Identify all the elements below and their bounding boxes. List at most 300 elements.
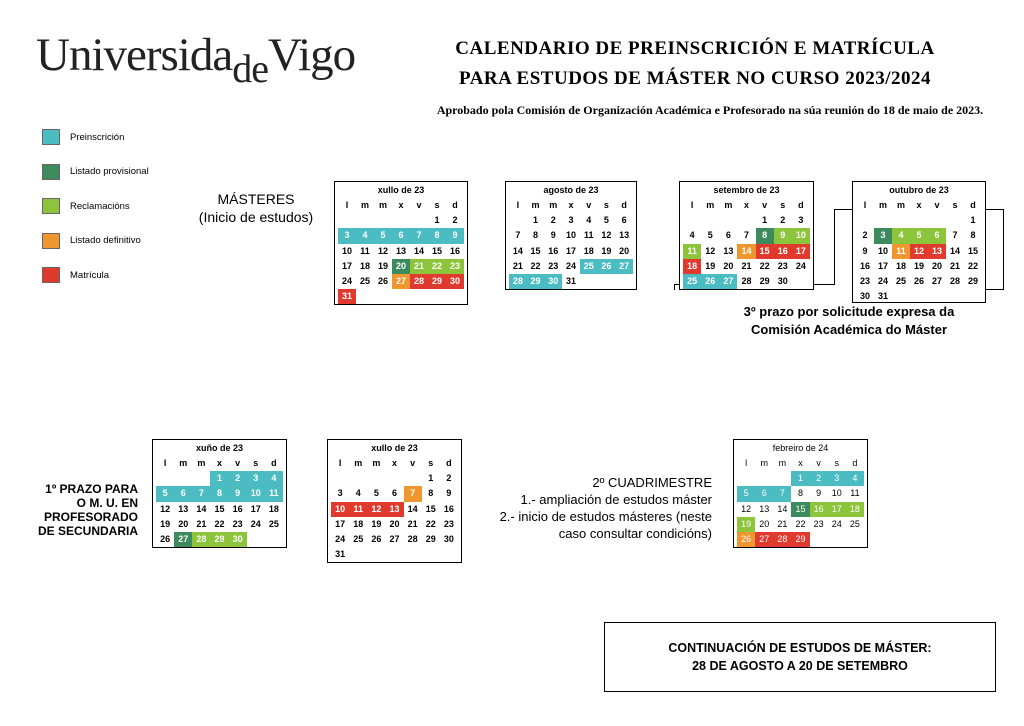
weekday-header: s bbox=[952, 200, 958, 210]
weekday-header: d bbox=[271, 458, 277, 468]
day-cell: 12 bbox=[910, 244, 928, 259]
day-cell: 14 bbox=[407, 503, 418, 514]
day-cell: 6 bbox=[725, 230, 731, 241]
day-cell: 16 bbox=[859, 260, 870, 271]
day-cell: 27 bbox=[174, 532, 192, 547]
day-cell: 6 bbox=[391, 488, 397, 499]
day-cell: 13 bbox=[178, 503, 189, 514]
day-cell: 21 bbox=[196, 518, 207, 529]
continuation-line-1: CONTINUACIÓN DE ESTUDOS DE MÁSTER: bbox=[668, 641, 932, 655]
legend-label: Preinscrición bbox=[70, 131, 125, 143]
day-cell: 22 bbox=[759, 260, 770, 271]
day-cell: 6 bbox=[755, 486, 773, 501]
day-cell: 26 bbox=[913, 275, 924, 286]
day-cell: 15 bbox=[214, 503, 225, 514]
weekday-header: l bbox=[745, 458, 748, 468]
day-cell: 6 bbox=[174, 486, 192, 501]
day-cell: 2 bbox=[446, 473, 452, 484]
day-cell: 29 bbox=[967, 275, 978, 286]
day-cell: 26 bbox=[371, 533, 382, 544]
day-cell: 11 bbox=[349, 502, 367, 517]
day-cell: 10 bbox=[792, 228, 810, 243]
day-cell: 29 bbox=[428, 274, 446, 289]
day-cell: 19 bbox=[601, 245, 612, 256]
day-cell: 23 bbox=[777, 260, 788, 271]
second-semester-note bbox=[462, 474, 712, 542]
day-cell: 14 bbox=[737, 244, 755, 259]
day-cell: 30 bbox=[443, 533, 454, 544]
day-cell: 3 bbox=[338, 228, 356, 243]
day-cell: 20 bbox=[389, 518, 400, 529]
empty-cell bbox=[856, 213, 874, 228]
day-cell: 13 bbox=[385, 502, 403, 517]
weekday-header: m bbox=[878, 200, 887, 210]
day-cell: 1 bbox=[533, 215, 539, 226]
calendar-xullo-23-b bbox=[327, 439, 462, 563]
empty-cell bbox=[192, 471, 210, 486]
day-cell: 2 bbox=[780, 215, 786, 226]
day-cell: 24 bbox=[795, 260, 806, 271]
day-cell: 28 bbox=[949, 275, 960, 286]
day-cell: 8 bbox=[756, 228, 774, 243]
day-cell: 12 bbox=[741, 503, 752, 514]
day-cell: 30 bbox=[859, 291, 870, 302]
day-cell: 13 bbox=[395, 245, 406, 256]
empty-cell bbox=[509, 213, 527, 228]
day-cell: 19 bbox=[377, 260, 388, 271]
day-cell: 12 bbox=[367, 502, 385, 517]
day-cell: 31 bbox=[565, 275, 576, 286]
day-cell: 12 bbox=[377, 245, 388, 256]
weekday-header: m bbox=[372, 458, 381, 468]
calendar-title: febreiro de 24 bbox=[772, 443, 829, 453]
day-cell: 29 bbox=[791, 532, 809, 547]
empty-cell bbox=[701, 213, 719, 228]
day-cell: 14 bbox=[413, 245, 424, 256]
weekday-header: s bbox=[603, 200, 609, 210]
weekday-header: l bbox=[338, 458, 342, 468]
page-title bbox=[400, 34, 990, 94]
day-cell: 25 bbox=[268, 518, 279, 529]
weekday-header: v bbox=[816, 458, 821, 468]
day-cell: 5 bbox=[707, 230, 713, 241]
day-cell: 8 bbox=[970, 230, 976, 241]
day-cell: 13 bbox=[759, 503, 770, 514]
weekday-header: d bbox=[452, 200, 458, 210]
day-cell: 19 bbox=[737, 517, 755, 532]
day-cell: 4 bbox=[355, 488, 361, 499]
day-cell: 12 bbox=[705, 245, 716, 256]
day-cell: 8 bbox=[428, 488, 434, 499]
day-cell: 24 bbox=[341, 275, 352, 286]
day-cell: 10 bbox=[565, 230, 576, 241]
day-cell: 29 bbox=[425, 533, 436, 544]
day-cell: 19 bbox=[160, 518, 171, 529]
day-cell: 17 bbox=[250, 503, 261, 514]
weekday-header: m bbox=[179, 458, 188, 468]
day-cell: 9 bbox=[229, 486, 247, 501]
day-cell: 17 bbox=[828, 502, 846, 517]
day-cell: 5 bbox=[910, 228, 928, 243]
day-cell: 16 bbox=[810, 502, 828, 517]
day-cell: 24 bbox=[335, 533, 346, 544]
empty-cell bbox=[755, 471, 773, 486]
day-cell: 11 bbox=[360, 245, 370, 256]
day-cell: 31 bbox=[338, 289, 356, 304]
note-line: 2.- inicio de estudos másteres (neste bbox=[499, 509, 712, 524]
day-cell: 27 bbox=[389, 533, 400, 544]
day-cell: 5 bbox=[374, 228, 392, 243]
weekday-header: m bbox=[531, 200, 540, 210]
legend-item bbox=[42, 232, 141, 250]
weekday-header: m bbox=[549, 200, 558, 210]
day-cell: 18 bbox=[683, 259, 701, 274]
day-cell: 11 bbox=[683, 244, 701, 259]
day-cell: 5 bbox=[737, 486, 755, 501]
empty-cell bbox=[910, 213, 928, 228]
day-cell: 4 bbox=[356, 228, 374, 243]
university-logo: UniversidadeVigo bbox=[36, 29, 356, 91]
day-cell: 23 bbox=[443, 518, 454, 529]
calendar-grid bbox=[734, 456, 867, 547]
day-cell: 22 bbox=[214, 518, 225, 529]
day-cell: 9 bbox=[550, 230, 556, 241]
weekday-header: m bbox=[778, 458, 787, 468]
day-cell: 20 bbox=[759, 518, 770, 529]
empty-cell bbox=[773, 471, 791, 486]
weekday-header: d bbox=[621, 200, 627, 210]
day-cell: 11 bbox=[892, 244, 910, 259]
legend-swatch bbox=[42, 267, 60, 283]
day-cell: 15 bbox=[967, 245, 978, 256]
empty-cell bbox=[374, 213, 392, 228]
day-cell: 9 bbox=[446, 228, 464, 243]
weekday-header: m bbox=[724, 200, 733, 210]
weekday-header: x bbox=[398, 200, 404, 210]
legend-swatch bbox=[42, 233, 60, 249]
weekday-header: v bbox=[934, 200, 940, 210]
day-cell: 22 bbox=[530, 260, 541, 271]
calendar-title: agosto de 23 bbox=[543, 185, 599, 195]
weekday-header: l bbox=[690, 200, 694, 210]
day-cell: 23 bbox=[813, 518, 824, 529]
day-cell: 14 bbox=[196, 503, 207, 514]
day-cell: 19 bbox=[913, 260, 924, 271]
day-cell: 11 bbox=[583, 230, 594, 241]
day-cell: 10 bbox=[247, 486, 265, 501]
day-cell: 10 bbox=[831, 488, 842, 499]
day-cell: 30 bbox=[777, 275, 788, 286]
empty-cell bbox=[404, 471, 422, 486]
weekday-header: m bbox=[197, 458, 206, 468]
weekday-header: v bbox=[416, 200, 422, 210]
weekday-header: x bbox=[798, 458, 803, 468]
bracket-line bbox=[1003, 209, 1004, 289]
day-cell: 8 bbox=[533, 230, 539, 241]
empty-cell bbox=[392, 213, 410, 228]
day-cell: 2 bbox=[229, 471, 247, 486]
day-cell: 13 bbox=[619, 230, 630, 241]
day-cell: 4 bbox=[892, 228, 910, 243]
day-cell: 26 bbox=[737, 532, 755, 547]
day-cell: 30 bbox=[446, 274, 464, 289]
day-cell: 3 bbox=[337, 488, 343, 499]
weekday-header: m bbox=[354, 458, 363, 468]
weekday-header: d bbox=[970, 200, 976, 210]
day-cell: 31 bbox=[877, 291, 888, 302]
day-cell: 4 bbox=[689, 230, 695, 241]
day-cell: 25 bbox=[849, 518, 860, 529]
day-cell: 3 bbox=[874, 228, 892, 243]
day-cell: 6 bbox=[928, 228, 946, 243]
weekday-header: s bbox=[428, 458, 434, 468]
day-cell: 8 bbox=[428, 228, 446, 243]
day-cell: 9 bbox=[774, 228, 792, 243]
day-cell: 24 bbox=[877, 275, 888, 286]
day-cell: 24 bbox=[831, 518, 842, 529]
empty-cell bbox=[892, 213, 910, 228]
weekday-header: m bbox=[896, 200, 905, 210]
day-cell: 1 bbox=[434, 215, 440, 226]
day-cell: 22 bbox=[795, 518, 806, 529]
day-cell: 20 bbox=[392, 259, 410, 274]
weekday-header: l bbox=[345, 200, 349, 210]
note-line: 2º CUADRIMESTRE bbox=[592, 475, 712, 490]
note-line: O M. U. EN bbox=[76, 496, 138, 510]
day-cell: 18 bbox=[846, 502, 864, 517]
weekday-header: d bbox=[798, 200, 804, 210]
legend-swatch bbox=[42, 198, 60, 214]
day-cell: 8 bbox=[210, 486, 228, 501]
empty-cell bbox=[737, 213, 755, 228]
empty-cell bbox=[156, 471, 174, 486]
empty-cell bbox=[349, 471, 367, 486]
day-cell: 26 bbox=[701, 274, 719, 289]
note-line: 1º PRAZO PARA bbox=[45, 482, 138, 496]
title-line-1: CALENDARIO DE PREINSCRICIÓN E MATRÍCULA bbox=[455, 38, 935, 59]
weekday-header: v bbox=[586, 200, 592, 210]
day-cell: 10 bbox=[331, 502, 349, 517]
day-cell: 7 bbox=[743, 230, 749, 241]
legend-swatch bbox=[42, 129, 60, 145]
day-cell: 15 bbox=[425, 503, 436, 514]
legend-label: Reclamacións bbox=[70, 200, 130, 212]
day-cell: 16 bbox=[449, 245, 460, 256]
day-cell: 19 bbox=[371, 518, 382, 529]
day-cell: 27 bbox=[719, 274, 737, 289]
day-cell: 21 bbox=[949, 260, 960, 271]
day-cell: 5 bbox=[603, 215, 609, 226]
day-cell: 28 bbox=[773, 532, 791, 547]
weekday-header: x bbox=[216, 458, 222, 468]
day-cell: 10 bbox=[877, 245, 888, 256]
calendar-title: setembro de 23 bbox=[713, 185, 780, 195]
day-cell: 7 bbox=[773, 486, 791, 501]
legend-swatch bbox=[42, 164, 60, 180]
day-cell: 22 bbox=[425, 518, 436, 529]
day-cell: 26 bbox=[377, 275, 388, 286]
day-cell: 17 bbox=[877, 260, 888, 271]
day-cell: 9 bbox=[446, 488, 452, 499]
day-cell: 20 bbox=[723, 260, 734, 271]
legend-item bbox=[42, 128, 124, 146]
day-cell: 16 bbox=[232, 503, 243, 514]
day-cell: 25 bbox=[895, 275, 906, 286]
empty-cell bbox=[683, 213, 701, 228]
day-cell: 30 bbox=[544, 274, 562, 289]
day-cell: 12 bbox=[601, 230, 612, 241]
weekday-header: l bbox=[516, 200, 520, 210]
calendar-title: xullo de 23 bbox=[371, 443, 418, 453]
day-cell: 28 bbox=[407, 533, 418, 544]
calendar-outubro-23 bbox=[852, 181, 986, 303]
calendar-grid bbox=[335, 198, 467, 304]
calendar-grid bbox=[153, 456, 286, 547]
day-cell: 29 bbox=[527, 274, 545, 289]
day-cell: 29 bbox=[210, 532, 228, 547]
day-cell: 2 bbox=[862, 230, 868, 241]
day-cell: 19 bbox=[705, 260, 716, 271]
day-cell: 22 bbox=[428, 259, 446, 274]
day-cell: 15 bbox=[431, 245, 442, 256]
continuation-line-2: 28 DE AGOSTO A 20 DE SETEMBRO bbox=[692, 659, 908, 673]
legend-item bbox=[42, 266, 109, 284]
day-cell: 20 bbox=[619, 245, 630, 256]
day-cell: 21 bbox=[777, 518, 788, 529]
day-cell: 25 bbox=[683, 274, 701, 289]
day-cell: 3 bbox=[568, 215, 574, 226]
day-cell: 21 bbox=[407, 518, 418, 529]
day-cell: 3 bbox=[828, 471, 846, 486]
day-cell: 20 bbox=[178, 518, 189, 529]
bracket-line bbox=[674, 284, 675, 290]
day-cell: 6 bbox=[392, 228, 410, 243]
day-cell: 18 bbox=[353, 518, 364, 529]
day-cell: 11 bbox=[265, 486, 283, 501]
day-cell: 27 bbox=[755, 532, 773, 547]
weekday-header: m bbox=[378, 200, 387, 210]
day-cell: 24 bbox=[250, 518, 261, 529]
empty-cell bbox=[385, 471, 403, 486]
day-cell: 23 bbox=[859, 275, 870, 286]
day-cell: 5 bbox=[156, 486, 174, 501]
calendar-agosto-23 bbox=[505, 181, 637, 290]
calendar-title: xullo de 23 bbox=[377, 185, 425, 195]
empty-cell bbox=[719, 213, 737, 228]
empty-cell bbox=[174, 471, 192, 486]
day-cell: 18 bbox=[359, 260, 370, 271]
legend-label: Listado definitivo bbox=[70, 235, 141, 246]
day-cell: 26 bbox=[598, 259, 616, 274]
day-cell: 17 bbox=[335, 518, 346, 529]
day-cell: 18 bbox=[583, 245, 594, 256]
day-cell: 1 bbox=[762, 215, 768, 226]
day-cell: 1 bbox=[970, 215, 976, 226]
day-cell: 27 bbox=[931, 275, 942, 286]
day-cell: 23 bbox=[446, 259, 464, 274]
day-cell: 12 bbox=[160, 503, 171, 514]
weekday-header: m bbox=[706, 200, 715, 210]
day-cell: 24 bbox=[565, 260, 576, 271]
day-cell: 4 bbox=[586, 215, 592, 226]
day-cell: 16 bbox=[774, 244, 792, 259]
day-cell: 10 bbox=[341, 245, 352, 256]
weekday-header: v bbox=[762, 200, 768, 210]
bracket-line bbox=[834, 209, 835, 285]
calendar-grid bbox=[680, 198, 813, 289]
day-cell: 30 bbox=[229, 532, 247, 547]
masteres-label: MÁSTERES (Inicio de estudos) bbox=[198, 191, 314, 225]
day-cell: 21 bbox=[741, 260, 752, 271]
weekday-header: x bbox=[391, 458, 397, 468]
day-cell: 3 bbox=[247, 471, 265, 486]
continuation-box bbox=[604, 622, 996, 692]
day-cell: 17 bbox=[792, 244, 810, 259]
weekday-header: l bbox=[163, 458, 167, 468]
day-cell: 9 bbox=[816, 488, 822, 499]
day-cell: 2 bbox=[452, 215, 458, 226]
day-cell: 16 bbox=[443, 503, 454, 514]
day-cell: 25 bbox=[353, 533, 364, 544]
day-cell: 27 bbox=[615, 259, 633, 274]
note-line: 1.- ampliación de estudos máster bbox=[520, 492, 712, 507]
day-cell: 17 bbox=[565, 245, 576, 256]
calendar-xullo-23 bbox=[334, 181, 468, 305]
legend-label: Matrícula bbox=[70, 269, 110, 281]
day-cell: 31 bbox=[335, 549, 346, 560]
day-cell: 23 bbox=[548, 260, 559, 271]
weekday-header: x bbox=[743, 200, 749, 210]
day-cell: 16 bbox=[548, 245, 559, 256]
day-cell: 4 bbox=[265, 471, 283, 486]
legend-item bbox=[42, 197, 130, 215]
day-cell: 28 bbox=[410, 274, 428, 289]
weekday-header: d bbox=[446, 458, 452, 468]
day-cell: 5 bbox=[373, 488, 379, 499]
day-cell: 17 bbox=[341, 260, 352, 271]
day-cell: 18 bbox=[895, 260, 906, 271]
day-cell: 9 bbox=[862, 245, 868, 256]
day-cell: 14 bbox=[777, 503, 788, 514]
day-cell: 15 bbox=[791, 502, 809, 517]
empty-cell bbox=[367, 471, 385, 486]
day-cell: 29 bbox=[759, 275, 770, 286]
empty-cell bbox=[737, 471, 755, 486]
day-cell: 7 bbox=[410, 228, 428, 243]
day-cell: 15 bbox=[530, 245, 541, 256]
day-cell: 7 bbox=[192, 486, 210, 501]
day-cell: 26 bbox=[160, 533, 171, 544]
approval-note: Aprobado pola Comisión de Organización Académica e Profesorado na súa reunión do 18 de maio de 2023. bbox=[436, 103, 984, 117]
calendar-title: outubro de 23 bbox=[889, 185, 949, 195]
calendar-setembro-23 bbox=[679, 181, 814, 290]
note-line: PROFESORADO bbox=[43, 510, 138, 524]
calendar-xuno-23 bbox=[152, 439, 287, 548]
weekday-header: s bbox=[780, 200, 786, 210]
empty-cell bbox=[331, 471, 349, 486]
title-line-2: PARA ESTUDOS DE MÁSTER NO CURSO 2023/2024 bbox=[459, 68, 931, 89]
day-cell: 21 bbox=[410, 259, 428, 274]
weekday-header: m bbox=[360, 200, 369, 210]
day-cell: 25 bbox=[359, 275, 370, 286]
weekday-header: x bbox=[568, 200, 574, 210]
calendar-grid bbox=[506, 198, 636, 289]
empty-cell bbox=[410, 213, 428, 228]
day-cell: 21 bbox=[512, 260, 523, 271]
day-cell: 22 bbox=[967, 260, 978, 271]
day-cell: 25 bbox=[580, 259, 598, 274]
day-cell: 28 bbox=[509, 274, 527, 289]
